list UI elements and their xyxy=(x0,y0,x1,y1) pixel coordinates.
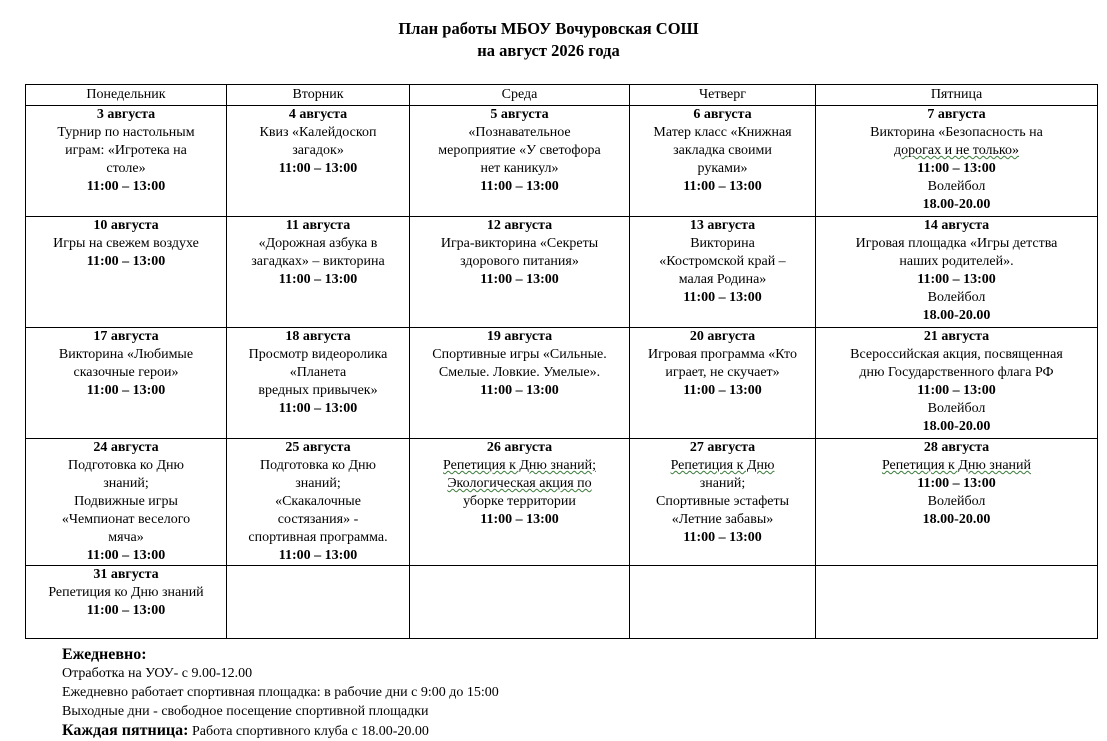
event-line: вредных привычек» xyxy=(258,383,378,398)
day-cell xyxy=(816,439,1098,566)
note-line-2: Ежедневно работает спортивная площадка: в рабочие дни с 9:00 до 15:00 xyxy=(62,685,499,700)
cell-date: 27 августа xyxy=(689,440,756,455)
event-line: нет каникул» xyxy=(480,161,559,176)
cell-date: 10 августа xyxy=(93,218,159,233)
event-line: здорового питания» xyxy=(460,254,579,269)
event-line: загадок» xyxy=(292,143,344,158)
event-line: уборке территории xyxy=(463,494,576,509)
empty-cell xyxy=(816,566,1098,639)
event-line: малая Родина» xyxy=(678,272,767,287)
cell-time: 11:00 – 13:00 xyxy=(480,179,559,194)
event-line: загадках» – викторина xyxy=(251,254,385,269)
cell-time: 11:00 – 13:00 xyxy=(683,383,762,398)
note-line-3: Выходные дни - свободное посещение спортивной площадки xyxy=(62,704,429,719)
event-line: Смелые. Ловкие. Умелые». xyxy=(438,365,601,380)
event-line: знаний; xyxy=(699,476,746,491)
event-line: сказочные герои» xyxy=(73,365,179,380)
cell-time: 11:00 – 13:00 xyxy=(917,161,996,176)
cell-time: 11:00 – 13:00 xyxy=(480,272,559,287)
event-line: Викторина «Безопасность на xyxy=(870,125,1043,140)
day-header: Среда xyxy=(410,85,630,106)
cell-time: 11:00 – 13:00 xyxy=(86,254,166,269)
week-row xyxy=(26,328,1098,439)
day-cell xyxy=(26,328,227,439)
cell-time: 11:00 – 13:00 xyxy=(917,383,996,398)
event-line: Викторина «Любимые xyxy=(58,347,194,362)
cell-date: 28 августа xyxy=(923,440,990,455)
event-line: Турнир по настольным xyxy=(57,125,195,140)
title-line-2: на август 2026 года xyxy=(477,41,620,60)
event-line: «Костромской край – xyxy=(659,254,786,269)
schedule-table xyxy=(25,84,1098,639)
cell-time: 11:00 – 13:00 xyxy=(86,548,166,563)
event-line: «Чемпионат веселого xyxy=(61,512,191,527)
event-line: «Познавательное xyxy=(468,125,571,140)
event-line: состязания» - xyxy=(277,512,359,527)
day-cell xyxy=(410,328,630,439)
cell-extra-time: 18.00-20.00 xyxy=(922,419,991,434)
event-line: знаний; xyxy=(295,476,341,491)
cell-time: 11:00 – 13:00 xyxy=(278,161,358,176)
title-line-1: План работы МБОУ Вочуровская СОШ xyxy=(398,19,699,38)
event-line: столе» xyxy=(106,161,146,176)
event-line: Спортивные игры «Сильные. xyxy=(432,347,607,362)
event-line: Игра-викторина «Секреты xyxy=(440,236,599,251)
event-line: Репетиция к Дню знаний xyxy=(881,458,1032,473)
cell-time: 11:00 – 13:00 xyxy=(480,383,559,398)
cell-date: 26 августа xyxy=(486,440,553,455)
event-line: Репетиция к Дню xyxy=(670,458,775,473)
cell-date: 13 августа xyxy=(689,218,756,233)
day-cell xyxy=(227,328,410,439)
cell-extra-time: 18.00-20.00 xyxy=(922,197,991,212)
event-line: «Дорожная азбука в xyxy=(258,236,378,251)
event-line: Всероссийская акция, посвященная xyxy=(850,347,1063,362)
day-cell xyxy=(410,106,630,217)
event-line: «Летние забавы» xyxy=(671,512,774,527)
event-line: Подготовка ко Дню xyxy=(68,458,184,473)
event-line: руками» xyxy=(697,161,748,176)
day-cell xyxy=(630,439,816,566)
cell-time: 11:00 – 13:00 xyxy=(86,383,166,398)
cell-date: 24 августа xyxy=(93,440,159,455)
document-title xyxy=(0,18,1097,62)
cell-time: 11:00 – 13:00 xyxy=(278,401,358,416)
day-cell xyxy=(227,217,410,328)
event-line: «Скакалочные xyxy=(275,494,361,509)
event-line: дорогах и не только» xyxy=(894,143,1019,158)
cell-date: 19 августа xyxy=(486,329,553,344)
note-line-1: Отработка на УОУ- с 9.00-12.00 xyxy=(62,666,253,681)
day-cell xyxy=(227,439,410,566)
day-cell xyxy=(816,106,1098,217)
header-row xyxy=(26,85,1098,106)
day-cell xyxy=(26,566,227,639)
event-line: закладка своими xyxy=(673,143,772,158)
day-cell xyxy=(630,328,816,439)
event-line: Викторина xyxy=(690,236,755,251)
event-line: Спортивные эстафеты xyxy=(655,494,789,509)
week-row xyxy=(26,566,1098,639)
day-cell xyxy=(816,328,1098,439)
daily-label: Ежедневно: xyxy=(62,646,147,663)
cell-date: 17 августа xyxy=(93,329,159,344)
cell-extra-time: 18.00-20.00 xyxy=(922,512,991,527)
day-cell xyxy=(410,439,630,566)
event-line: спортивная программа. xyxy=(248,530,388,545)
day-cell xyxy=(26,106,227,217)
event-line: Экологическая акция по xyxy=(447,476,592,491)
day-header: Вторник xyxy=(227,85,410,106)
cell-time: 11:00 – 13:00 xyxy=(917,476,996,491)
cell-time: 11:00 – 13:00 xyxy=(86,603,166,618)
cell-extra: Волейбол xyxy=(927,179,986,194)
event-line: знаний; xyxy=(103,476,149,491)
friday-label: Каждая пятница: xyxy=(62,722,189,739)
friday-text: Работа спортивного клуба с 18.00-20.00 xyxy=(191,724,429,739)
cell-date: 11 августа xyxy=(285,218,351,233)
day-cell xyxy=(26,217,227,328)
cell-time: 11:00 – 13:00 xyxy=(480,512,559,527)
event-line: Репетиция ко Дню знаний xyxy=(48,585,204,600)
event-line: Подготовка ко Дню xyxy=(260,458,376,473)
event-line: «Планета xyxy=(289,365,347,380)
event-line: Игры на свежем воздухе xyxy=(53,236,199,251)
cell-date: 4 августа xyxy=(288,107,348,122)
cell-date: 31 августа xyxy=(93,567,159,582)
event-line: дню Государственного флага РФ xyxy=(859,365,1054,380)
cell-time: 11:00 – 13:00 xyxy=(278,548,358,563)
event-line: наших родителей». xyxy=(899,254,1014,269)
cell-extra: Волейбол xyxy=(927,401,986,416)
event-line: Матер класс «Книжная xyxy=(653,125,792,140)
cell-time: 11:00 – 13:00 xyxy=(683,290,762,305)
cell-time: 11:00 – 13:00 xyxy=(278,272,358,287)
event-line: Репетиция к Дню знаний; xyxy=(443,458,596,473)
cell-date: 25 августа xyxy=(285,440,351,455)
day-cell xyxy=(227,106,410,217)
event-line: Просмотр видеоролика xyxy=(248,347,388,362)
cell-date: 21 августа xyxy=(923,329,990,344)
empty-cell xyxy=(630,566,816,639)
event-line: Игровая программа «Кто xyxy=(648,347,797,362)
cell-date: 12 августа xyxy=(486,218,553,233)
day-cell xyxy=(410,217,630,328)
friday-note xyxy=(62,721,499,741)
cell-date: 3 августа xyxy=(96,107,156,122)
cell-date: 18 августа xyxy=(285,329,351,344)
day-header: Понедельник xyxy=(26,85,227,106)
cell-extra: Волейбол xyxy=(927,494,986,509)
event-line: Квиз «Калейдоскоп xyxy=(259,125,377,140)
week-row xyxy=(26,217,1098,328)
cell-time: 11:00 – 13:00 xyxy=(683,530,762,545)
week-row xyxy=(26,439,1098,566)
cell-extra: Волейбол xyxy=(927,290,986,305)
event-line: играет, не скучает» xyxy=(665,365,780,380)
cell-time: 11:00 – 13:00 xyxy=(917,272,996,287)
cell-date: 7 августа xyxy=(927,107,986,122)
day-cell xyxy=(630,217,816,328)
day-cell xyxy=(816,217,1098,328)
day-cell xyxy=(26,439,227,566)
empty-cell xyxy=(227,566,410,639)
cell-time: 11:00 – 13:00 xyxy=(86,179,166,194)
week-row xyxy=(26,106,1098,217)
event-line: мероприятие «У светофора xyxy=(438,143,601,158)
event-line: Игровая площадка «Игры детства xyxy=(855,236,1058,251)
day-header: Четверг xyxy=(630,85,816,106)
cell-date: 20 августа xyxy=(689,329,756,344)
day-cell xyxy=(630,106,816,217)
event-line: мяча» xyxy=(108,530,144,545)
cell-date: 14 августа xyxy=(923,218,990,233)
day-header: Пятница xyxy=(816,85,1098,106)
cell-time: 11:00 – 13:00 xyxy=(683,179,762,194)
cell-extra-time: 18.00-20.00 xyxy=(922,308,991,323)
empty-cell xyxy=(410,566,630,639)
notes-section xyxy=(62,645,499,741)
event-line: Подвижные игры xyxy=(74,494,178,509)
cell-date: 5 августа xyxy=(490,107,549,122)
cell-date: 6 августа xyxy=(693,107,752,122)
event-line: играм: «Игротека на xyxy=(65,143,187,158)
